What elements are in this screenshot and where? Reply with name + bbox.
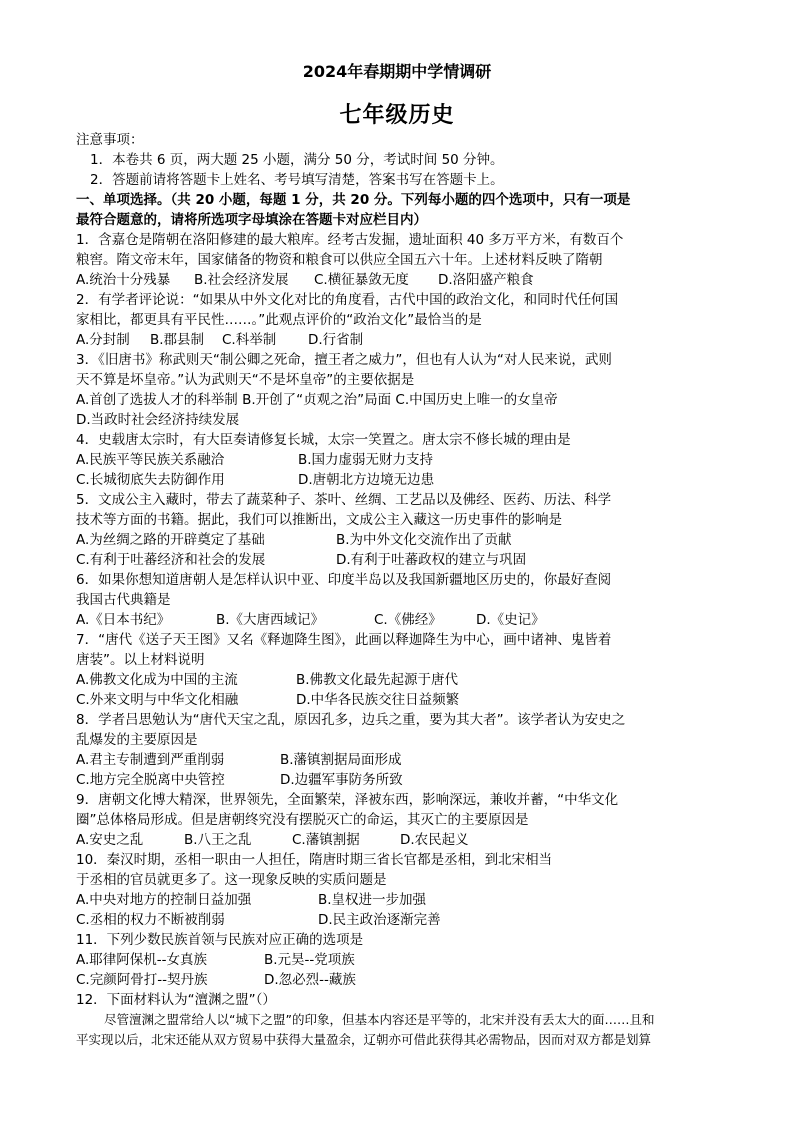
question-text: 3．《旧唐书》称武则天“制公卿之死命，擅王者之威力”，但也有人认为“对人民来说，武则 (76, 352, 612, 368)
option-d: D.洛阳盛产粮食 (438, 272, 534, 288)
option-c: C.地方完全脱离中央管控 (76, 772, 225, 788)
option-d: D.行省制 (308, 332, 364, 348)
option-a: A.为丝绸之路的开辟奠定了基础 (76, 532, 265, 548)
question-text: 9．唐朝文化博大精深，世界领先，全面繁荣，泽被东西，影响深远，兼收并蓄，“中华文化 (76, 792, 619, 808)
option-d: D.中华各民族交往日益频繁 (296, 692, 460, 708)
question-passage: 平实现以后，北宋还能从双方贸易中获得大量盈余，辽朝亦可借此获得其必需物品，因而对双方都是划算 (76, 1032, 652, 1047)
option-b: B.元昊--党项族 (264, 952, 355, 968)
question-text: 家相比，都更具有平民性……。”此观点评价的“政治文化”最恰当的是 (76, 312, 482, 328)
question-text: 技术等方面的书籍。据此，我们可以推断出，文成公主入藏这一历史事件的影响是 (76, 512, 562, 528)
question-text: 10．秦汉时期，丞相一职由一人担任，隋唐时期三省长官都是丞相，到北宋相当 (76, 852, 553, 868)
option-c: C.科举制 (222, 332, 277, 348)
option-d: D.有利于吐蕃政权的建立与巩固 (336, 552, 527, 568)
question-text: 乱爆发的主要原因是 (76, 732, 198, 748)
question-text: 我国古代典籍是 (76, 592, 171, 608)
question-options (76, 530, 726, 550)
question-text: 1．含嘉仓是隋朝在洛阳修建的最大粮库。经考古发掘，遗址面积 40 多万平方米，有数百个 (76, 232, 624, 248)
option-c: C.外来文明与中华文化相融 (76, 692, 239, 708)
question-options (76, 950, 726, 970)
question-options (76, 610, 726, 630)
option-a: A.统治十分残暴 (76, 272, 171, 288)
option-c: C.丞相的权力不断被削弱 (76, 912, 225, 928)
option-d: D.《史记》 (476, 612, 545, 628)
option-c: C.完颜阿骨打--契丹族 (76, 972, 208, 988)
option-a: A.安史之乱 (76, 832, 144, 848)
question-text: 6．如果你想知道唐朝人是怎样认识中亚、印度半岛以及我国新疆地区历史的，你最好查阅 (76, 572, 612, 588)
notice-item: 2．答题前请将答题卡上姓名、考号填写清楚，答案书写在答题卡上。 (90, 172, 504, 188)
question-text: 天不算是坏皇帝。”认为武则天“不是坏皇帝”的主要依据是 (76, 372, 415, 388)
question-text: 唐装”。以上材料说明 (76, 652, 205, 668)
question-options (76, 270, 726, 290)
question-text: 12．下面材料认为“澶渊之盟”（） (76, 992, 276, 1008)
notice-item: 1．本卷共 6 页，两大题 25 小题，满分 50 分，考试时间 50 分钟。 (90, 152, 504, 168)
question-options (76, 670, 726, 690)
exam-body (76, 130, 726, 1050)
option-d: D.忽必烈--藏族 (264, 972, 356, 988)
option-a: A.君主专制遭到严重削弱 (76, 752, 225, 768)
option-c: C.横征暴敛无度 (314, 272, 409, 288)
section-heading-cont: 最符合题意的，请将所选项字母填涂在答题卡对应栏目内） (76, 212, 427, 228)
option-a: A.分封制 (76, 332, 130, 348)
question-options (76, 690, 726, 710)
section-heading: 一、单项选择。（共 20 小题，每题 1 分，共 20 分。下列每小题的四个选项中，只有一项是 (76, 192, 631, 208)
option-b: B.郡县制 (150, 332, 205, 348)
option-d: D.唐朝北方边境无边患 (298, 472, 435, 488)
question-passage: 尽管澶渊之盟常给人以“城下之盟”的印象，但基本内容还是平等的，北宋并没有丢太大的面……且和 (104, 1012, 655, 1027)
question-options: D.当政时社会经济持续发展 (76, 412, 240, 428)
option-c: C.藩镇割据 (292, 832, 360, 848)
question-options (76, 330, 726, 350)
question-text: 粮窖。隋文帝末年，国家储备的物资和粮食可以供应全国五六十年。上述材料反映了隋朝 (76, 252, 603, 268)
option-a: A.佛教文化成为中国的主流 (76, 672, 238, 688)
question-text: 于丞相的官员就更多了。这一现象反映的实质问题是 (76, 872, 387, 888)
question-text: 11．下列少数民族首领与民族对应正确的选项是 (76, 932, 364, 948)
option-c: C.《佛经》 (374, 612, 442, 628)
question-options (76, 830, 726, 850)
question-options (76, 970, 726, 990)
option-d: D.农民起义 (400, 832, 469, 848)
option-a: A.中央对地方的控制日益加强 (76, 892, 252, 908)
option-d: D.民主政治逐渐完善 (318, 912, 441, 928)
question-options (76, 890, 726, 910)
question-options (76, 750, 726, 770)
notice-heading: 注意事项： (76, 132, 144, 148)
option-b: B.八王之乱 (184, 832, 252, 848)
option-a: A.民族平等民族关系融洽 (76, 452, 225, 468)
option-b: B.国力虚弱无财力支持 (298, 452, 434, 468)
question-options (76, 450, 726, 470)
exam-title: 2024年春期期中学情调研 (302, 62, 492, 81)
question-text: 8．学者吕思勉认为“唐代天宝之乱，原因孔多，边兵之重，要为其大者”。该学者认为安史之 (76, 712, 626, 728)
option-b: B.佛教文化最先起源于唐代 (296, 672, 459, 688)
question-options (76, 910, 726, 930)
option-b: B.皇权进一步加强 (318, 892, 427, 908)
question-text: 2．有学者评论说：“如果从中外文化对比的角度看，古代中国的政治文化，和同时代任何国 (76, 292, 619, 308)
option-c: C.长城彻底失去防御作用 (76, 472, 225, 488)
question-text: 5．文成公主入藏时，带去了蔬菜种子、茶叶、丝绸、工艺品以及佛经、医药、历法、科学 (76, 492, 612, 508)
option-a: A.耶律阿保机--女真族 (76, 952, 208, 968)
question-text: 圈”总体格局形成。但是唐朝终究没有摆脱灭亡的命运，其灭亡的主要原因是 (76, 812, 529, 828)
question-text: 7．“唐代《送子天王图》又名《释迦降生图》，此画以释迦降生为中心，画中诸神、鬼皆着 (76, 632, 612, 648)
question-options (76, 550, 726, 570)
option-d: D.边疆军事防务所致 (280, 772, 403, 788)
option-b: B.为中外文化交流作出了贡献 (336, 532, 512, 548)
option-b: B.藩镇割据局面形成 (280, 752, 402, 768)
question-options (76, 770, 726, 790)
option-b: B.社会经济发展 (194, 272, 289, 288)
question-options: A.首创了选拔人才的科举制 B.开创了“贞观之治”局面 C.中国历史上唯一的女皇帝 (76, 392, 558, 408)
option-b: B.《大唐西域记》 (216, 612, 325, 628)
subject-title: 七年级历史 (339, 103, 455, 128)
question-options (76, 470, 726, 490)
option-a: A.《日本书纪》 (76, 612, 171, 628)
question-text: 4．史载唐太宗时，有大臣奏请修复长城，太宗一笑置之。唐太宗不修长城的理由是 (76, 432, 571, 448)
option-c: C.有利于吐蕃经济和社会的发展 (76, 552, 266, 568)
